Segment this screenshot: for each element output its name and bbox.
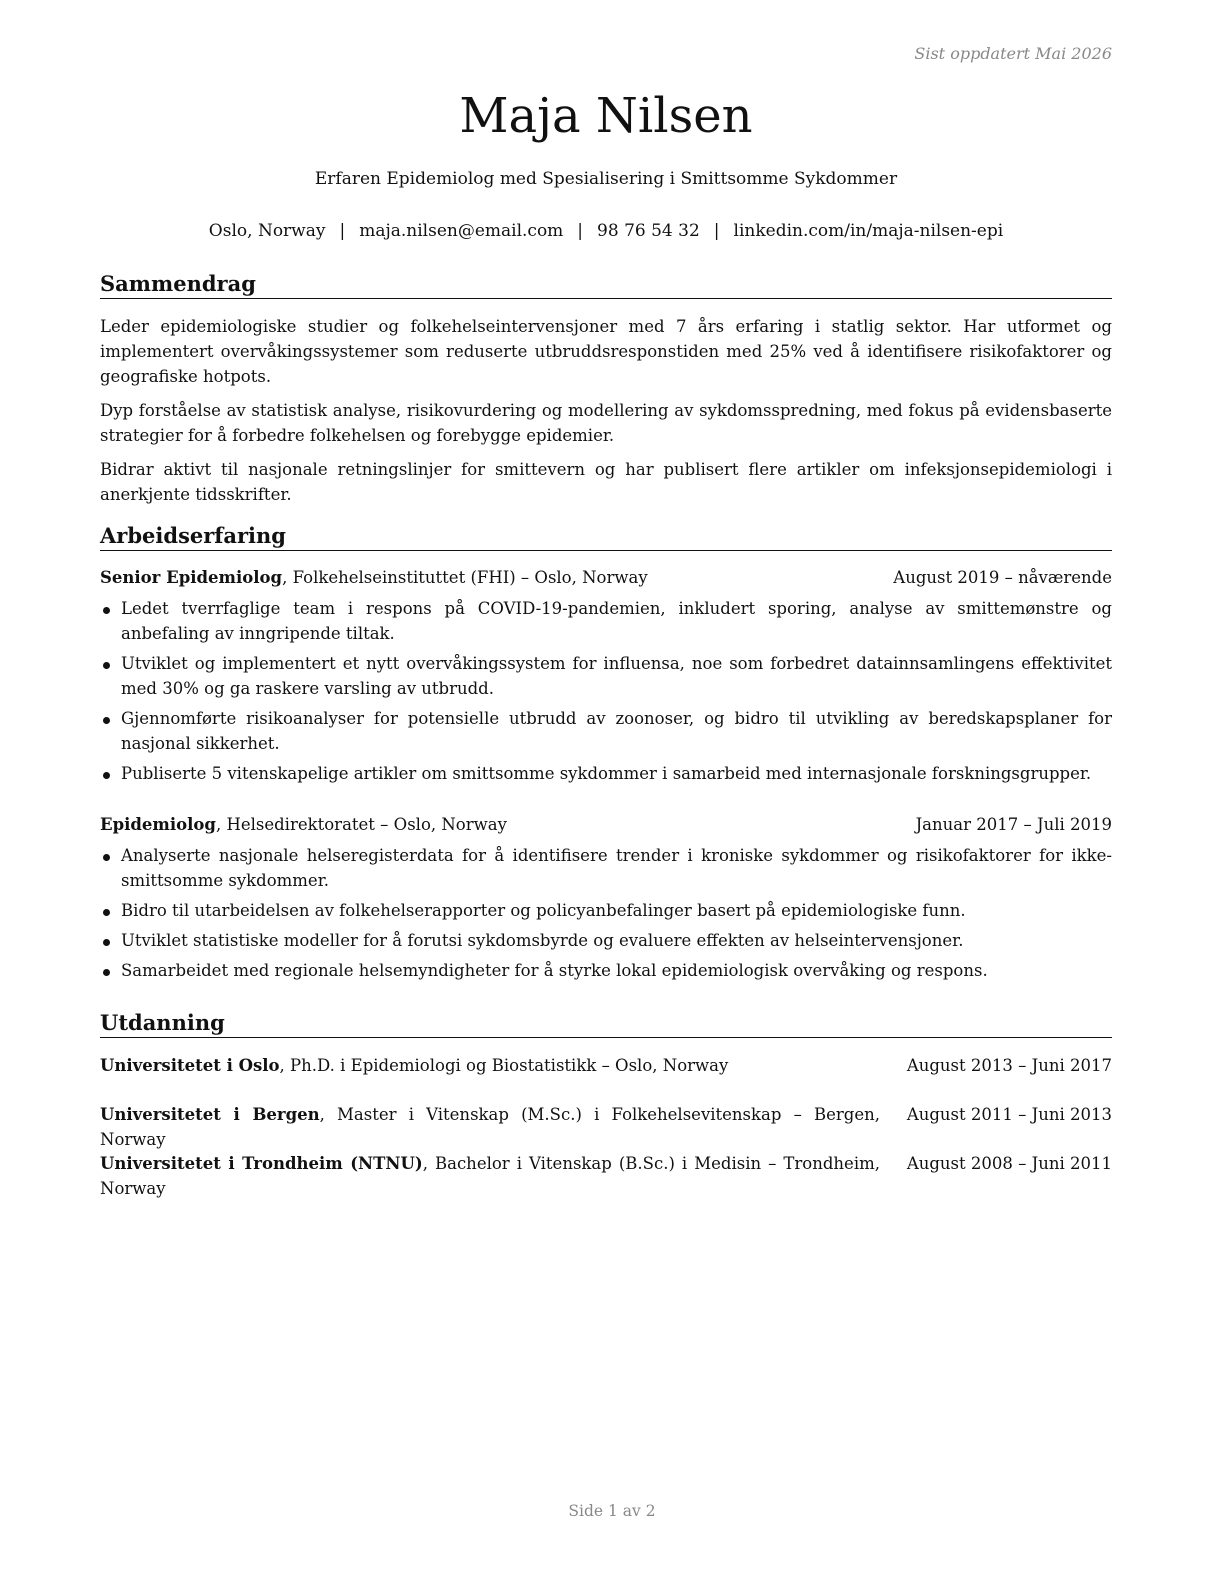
education-degree: , Master i Vitenskap (M.Sc.) i Folkehelsevitenskap – Bergen, Norway: [100, 1105, 880, 1149]
list-item: [100, 596, 1112, 646]
bullet-icon: [103, 969, 110, 976]
list-item: [100, 843, 1112, 893]
job-employer: , Helsedirektoratet – Oslo, Norway: [215, 815, 507, 834]
education-dates: August 2011 – Juni 2013: [906, 1105, 1112, 1124]
bullet-icon: [103, 607, 110, 614]
bullet-text: Analyserte nasjonale helseregisterdata for å identifisere trender i kroniske sykdommer og risikofaktorer for ikke-smittsomme sykdommer.: [121, 846, 1112, 890]
contact-separator: |: [339, 221, 346, 241]
bullet-text: Samarbeidet med regionale helsemyndigheter for å styrke lokal epidemiologisk overvåking og respons.: [121, 961, 988, 980]
list-item: [100, 651, 1112, 701]
education-school: Universitetet i Bergen: [100, 1105, 320, 1124]
job-dates: August 2019 – nåværende: [893, 568, 1112, 587]
list-item: [100, 706, 1112, 756]
job-title: Senior Epidemiolog: [100, 568, 283, 587]
last-updated-note: Sist oppdatert Mai 2026: [914, 44, 1112, 63]
bullet-icon: [103, 939, 110, 946]
bullet-icon: [103, 854, 110, 861]
bullet-icon: [103, 717, 110, 724]
section-heading-experience: Arbeidserfaring: [100, 522, 1112, 551]
summary-paragraph: Leder epidemiologiske studier og folkehelseintervensjoner med 7 års erfaring i statlig sektor. Har utformet og implementert overvåkingssystemer som reduserte utbruddsresponstiden med 25% ved å identifisere risikofaktorer og geografiske hotpots.: [100, 317, 1112, 386]
education-dates: August 2008 – Juni 2011: [906, 1154, 1112, 1173]
list-item: [100, 761, 1112, 786]
job-title: Epidemiolog: [100, 815, 216, 834]
bullet-icon: [103, 662, 110, 669]
contact-separator: |: [713, 221, 720, 241]
contact-phone: 98 76 54 32: [597, 221, 700, 241]
summary-paragraph: Dyp forståelse av statistisk analyse, risikovurdering og modellering av sykdomsspredning, med fokus på evidensbaserte strategier for å forbedre folkehelsen og forebygge epidemier.: [100, 401, 1112, 445]
education-entry: [100, 1102, 1112, 1152]
education-text: [100, 1151, 880, 1201]
education-text: [100, 1053, 880, 1078]
education-degree: , Ph.D. i Epidemiologi og Biostatistikk – Oslo, Norway: [279, 1056, 729, 1075]
job-bullet-list: [100, 596, 1112, 791]
job-header: [100, 813, 1112, 837]
job-dates: Januar 2017 – Juli 2019: [915, 815, 1112, 834]
section-heading-summary: Sammendrag: [100, 270, 1112, 299]
bullet-icon: [103, 909, 110, 916]
bullet-text: Ledet tverrfaglige team i respons på COVID-19-pandemien, inkludert sporing, analyse av smittemønstre og anbefaling av inngripende tiltak.: [121, 599, 1112, 643]
contact-location: Oslo, Norway: [208, 221, 326, 241]
bullet-text: Utviklet og implementert et nytt overvåkingssystem for influensa, noe som forbedret datainnsamlingens effektivitet med 30% og ga raskere varsling av utbrudd.: [121, 654, 1112, 698]
education-entry: [100, 1151, 1112, 1201]
job-header: [100, 566, 1112, 590]
bullet-text: Publiserte 5 vitenskapelige artikler om smittsomme sykdommer i samarbeid med internasjonale forskningsgrupper.: [121, 764, 1092, 783]
education-entry: [100, 1053, 1112, 1078]
job-bullet-list: [100, 843, 1112, 988]
list-item: [100, 898, 1112, 923]
bullet-text: Bidro til utarbeidelsen av folkehelserapporter og policyanbefalinger basert på epidemiologiske funn.: [121, 901, 966, 920]
education-degree: , Bachelor i Vitenskap (B.Sc.) i Medisin – Trondheim, Norway: [100, 1154, 880, 1198]
education-school: Universitetet i Trondheim (NTNU): [100, 1154, 423, 1173]
contact-separator: |: [577, 221, 584, 241]
contact-linkedin[interactable]: linkedin.com/in/maja-nilsen-epi: [733, 221, 1004, 241]
candidate-name: Maja Nilsen: [459, 88, 753, 144]
contact-email[interactable]: maja.nilsen@email.com: [359, 221, 564, 241]
candidate-headline: Erfaren Epidemiolog med Spesialisering i Smittsomme Sykdommer: [314, 169, 898, 189]
list-item: [100, 928, 1112, 953]
job-employer: , Folkehelseinstituttet (FHI) – Oslo, Norway: [282, 568, 648, 587]
list-item: [100, 958, 1112, 983]
bullet-icon: [103, 772, 110, 779]
contact-line: [100, 219, 1112, 243]
bullet-text: Utviklet statistiske modeller for å forutsi sykdomsbyrde og evaluere effekten av helseintervensjoner.: [121, 931, 964, 950]
education-text: [100, 1102, 880, 1152]
bullet-text: Gjennomførte risikoanalyser for potensielle utbrudd av zoonoser, og bidro til utvikling av beredskapsplaner for nasjonal sikkerhet.: [121, 709, 1112, 753]
education-school: Universitetet i Oslo: [100, 1056, 280, 1075]
summary-paragraph: Bidrar aktivt til nasjonale retningslinjer for smittevern og har publisert flere artikler om infeksjonsepidemiologi i anerkjente tidsskrifter.: [100, 460, 1112, 504]
section-heading-education: Utdanning: [100, 1009, 1112, 1038]
page-number: Side 1 av 2: [568, 1502, 656, 1520]
education-dates: August 2013 – Juni 2017: [906, 1056, 1112, 1075]
